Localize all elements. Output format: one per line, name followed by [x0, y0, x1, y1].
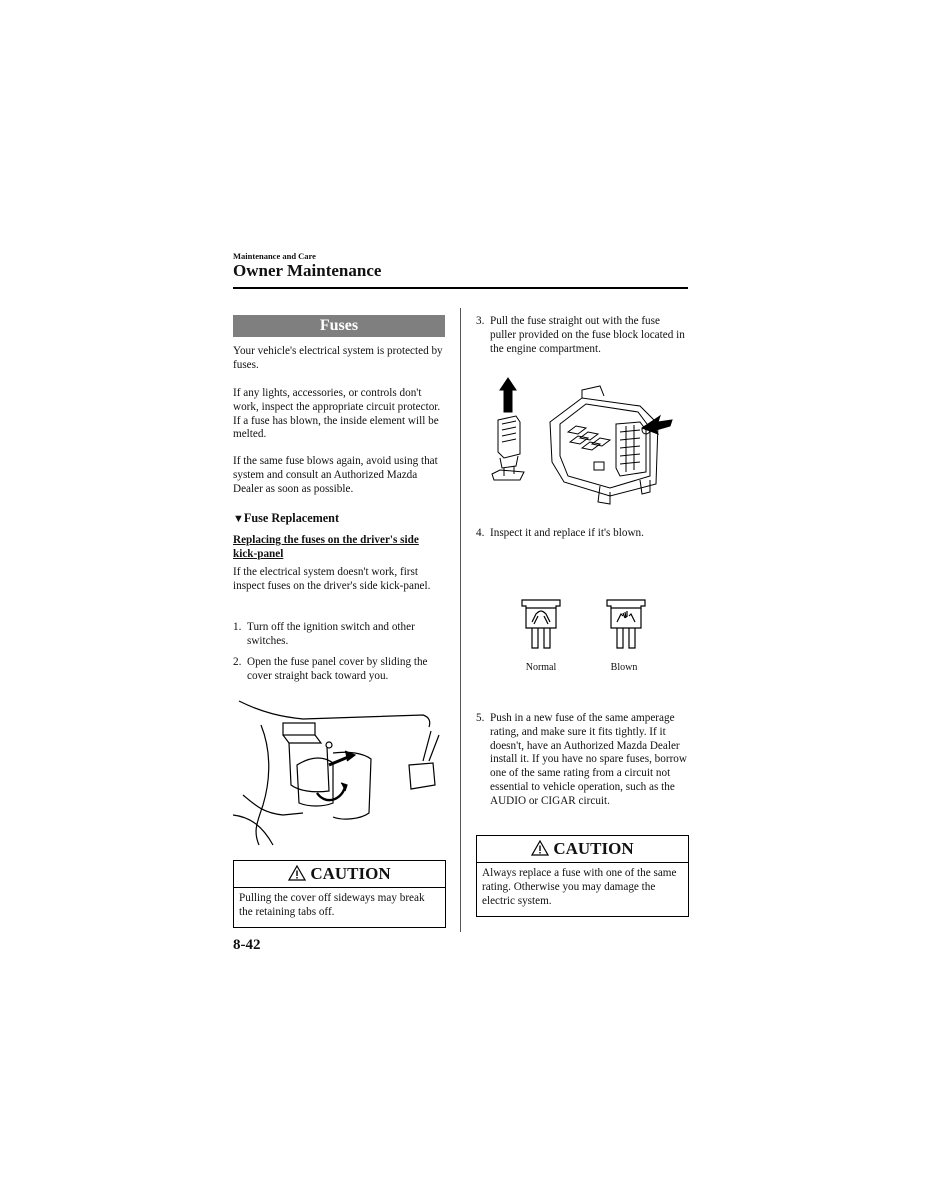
kick-panel-illustration [233, 695, 445, 850]
intro-paragraph-1: Your vehicle's electrical system is protected by fuses. [233, 345, 443, 371]
caution-box-left [233, 860, 446, 928]
section-label: Maintenance and Care [233, 251, 316, 261]
step-3-number: 3. [476, 315, 485, 327]
step-1-number: 1. [233, 621, 242, 633]
caution-header-left [234, 861, 445, 888]
caution-text-left: Pulling the cover off sideways may break the retaining tabs off. [239, 892, 425, 918]
step-2-text: Open the fuse panel cover by sliding the cover straight back toward you. [247, 656, 428, 682]
step-2-number: 2. [233, 656, 242, 668]
kick-panel-heading: Replacing the fuses on the driver's side kick-panel [233, 534, 419, 560]
intro-paragraph-3: If the same fuse blows again, avoid using that system and consult an Authorized Mazda Dealer as soon as possible. [233, 455, 438, 495]
step-5-text: Push in a new fuse of the same amperage rating, and make sure it fits tightly. If it doesn't, have an Authorized Mazda Dealer install it. If you have no spare fuses, borrow one of the same rating from a circuit not essential to vehicle operation, such as the AUDIO or CIGAR circuit. [490, 712, 687, 807]
column-divider [460, 308, 461, 932]
warning-triangle-icon [531, 840, 549, 856]
intro-paragraph-2: If any lights, accessories, or controls don't work, inspect the appropriate circuit protector. If a fuse has blown, the inside element will be melted. [233, 387, 441, 441]
page-title: Owner Maintenance [233, 261, 382, 280]
caution-title-right: CAUTION [553, 839, 634, 858]
kick-panel-paragraph: If the electrical system doesn't work, first inspect fuses on the driver's side kick-panel. [233, 566, 431, 592]
page-number: 8-42 [233, 937, 261, 953]
caution-text-right: Always replace a fuse with one of the same rating. Otherwise you may damage the electric system. [482, 867, 677, 907]
fuse-replacement-heading [233, 511, 445, 526]
header-divider [233, 287, 688, 289]
step-3-text: Pull the fuse straight out with the fuse puller provided on the fuse block located in the engine compartment. [490, 315, 685, 355]
caution-box-right [476, 835, 689, 917]
normal-fuse-icon [518, 598, 564, 652]
step-4-text: Inspect it and replace if it's blown. [490, 527, 644, 539]
step-1-text: Turn off the ignition switch and other switches. [247, 621, 415, 647]
normal-fuse-label: Normal [525, 662, 557, 673]
step-4-number: 4. [476, 527, 485, 539]
fuses-section-banner: Fuses [233, 315, 445, 337]
blown-fuse-label: Blown [610, 662, 638, 673]
section-marker-icon: ▼ [233, 513, 244, 525]
caution-header-right [477, 836, 688, 863]
fuse-block-illustration [490, 376, 680, 508]
step-5-number: 5. [476, 712, 485, 724]
caution-title-left: CAUTION [310, 864, 391, 883]
blown-fuse-icon [603, 598, 649, 652]
warning-triangle-icon [288, 865, 306, 881]
fuse-replacement-label: Fuse Replacement [243, 511, 339, 525]
